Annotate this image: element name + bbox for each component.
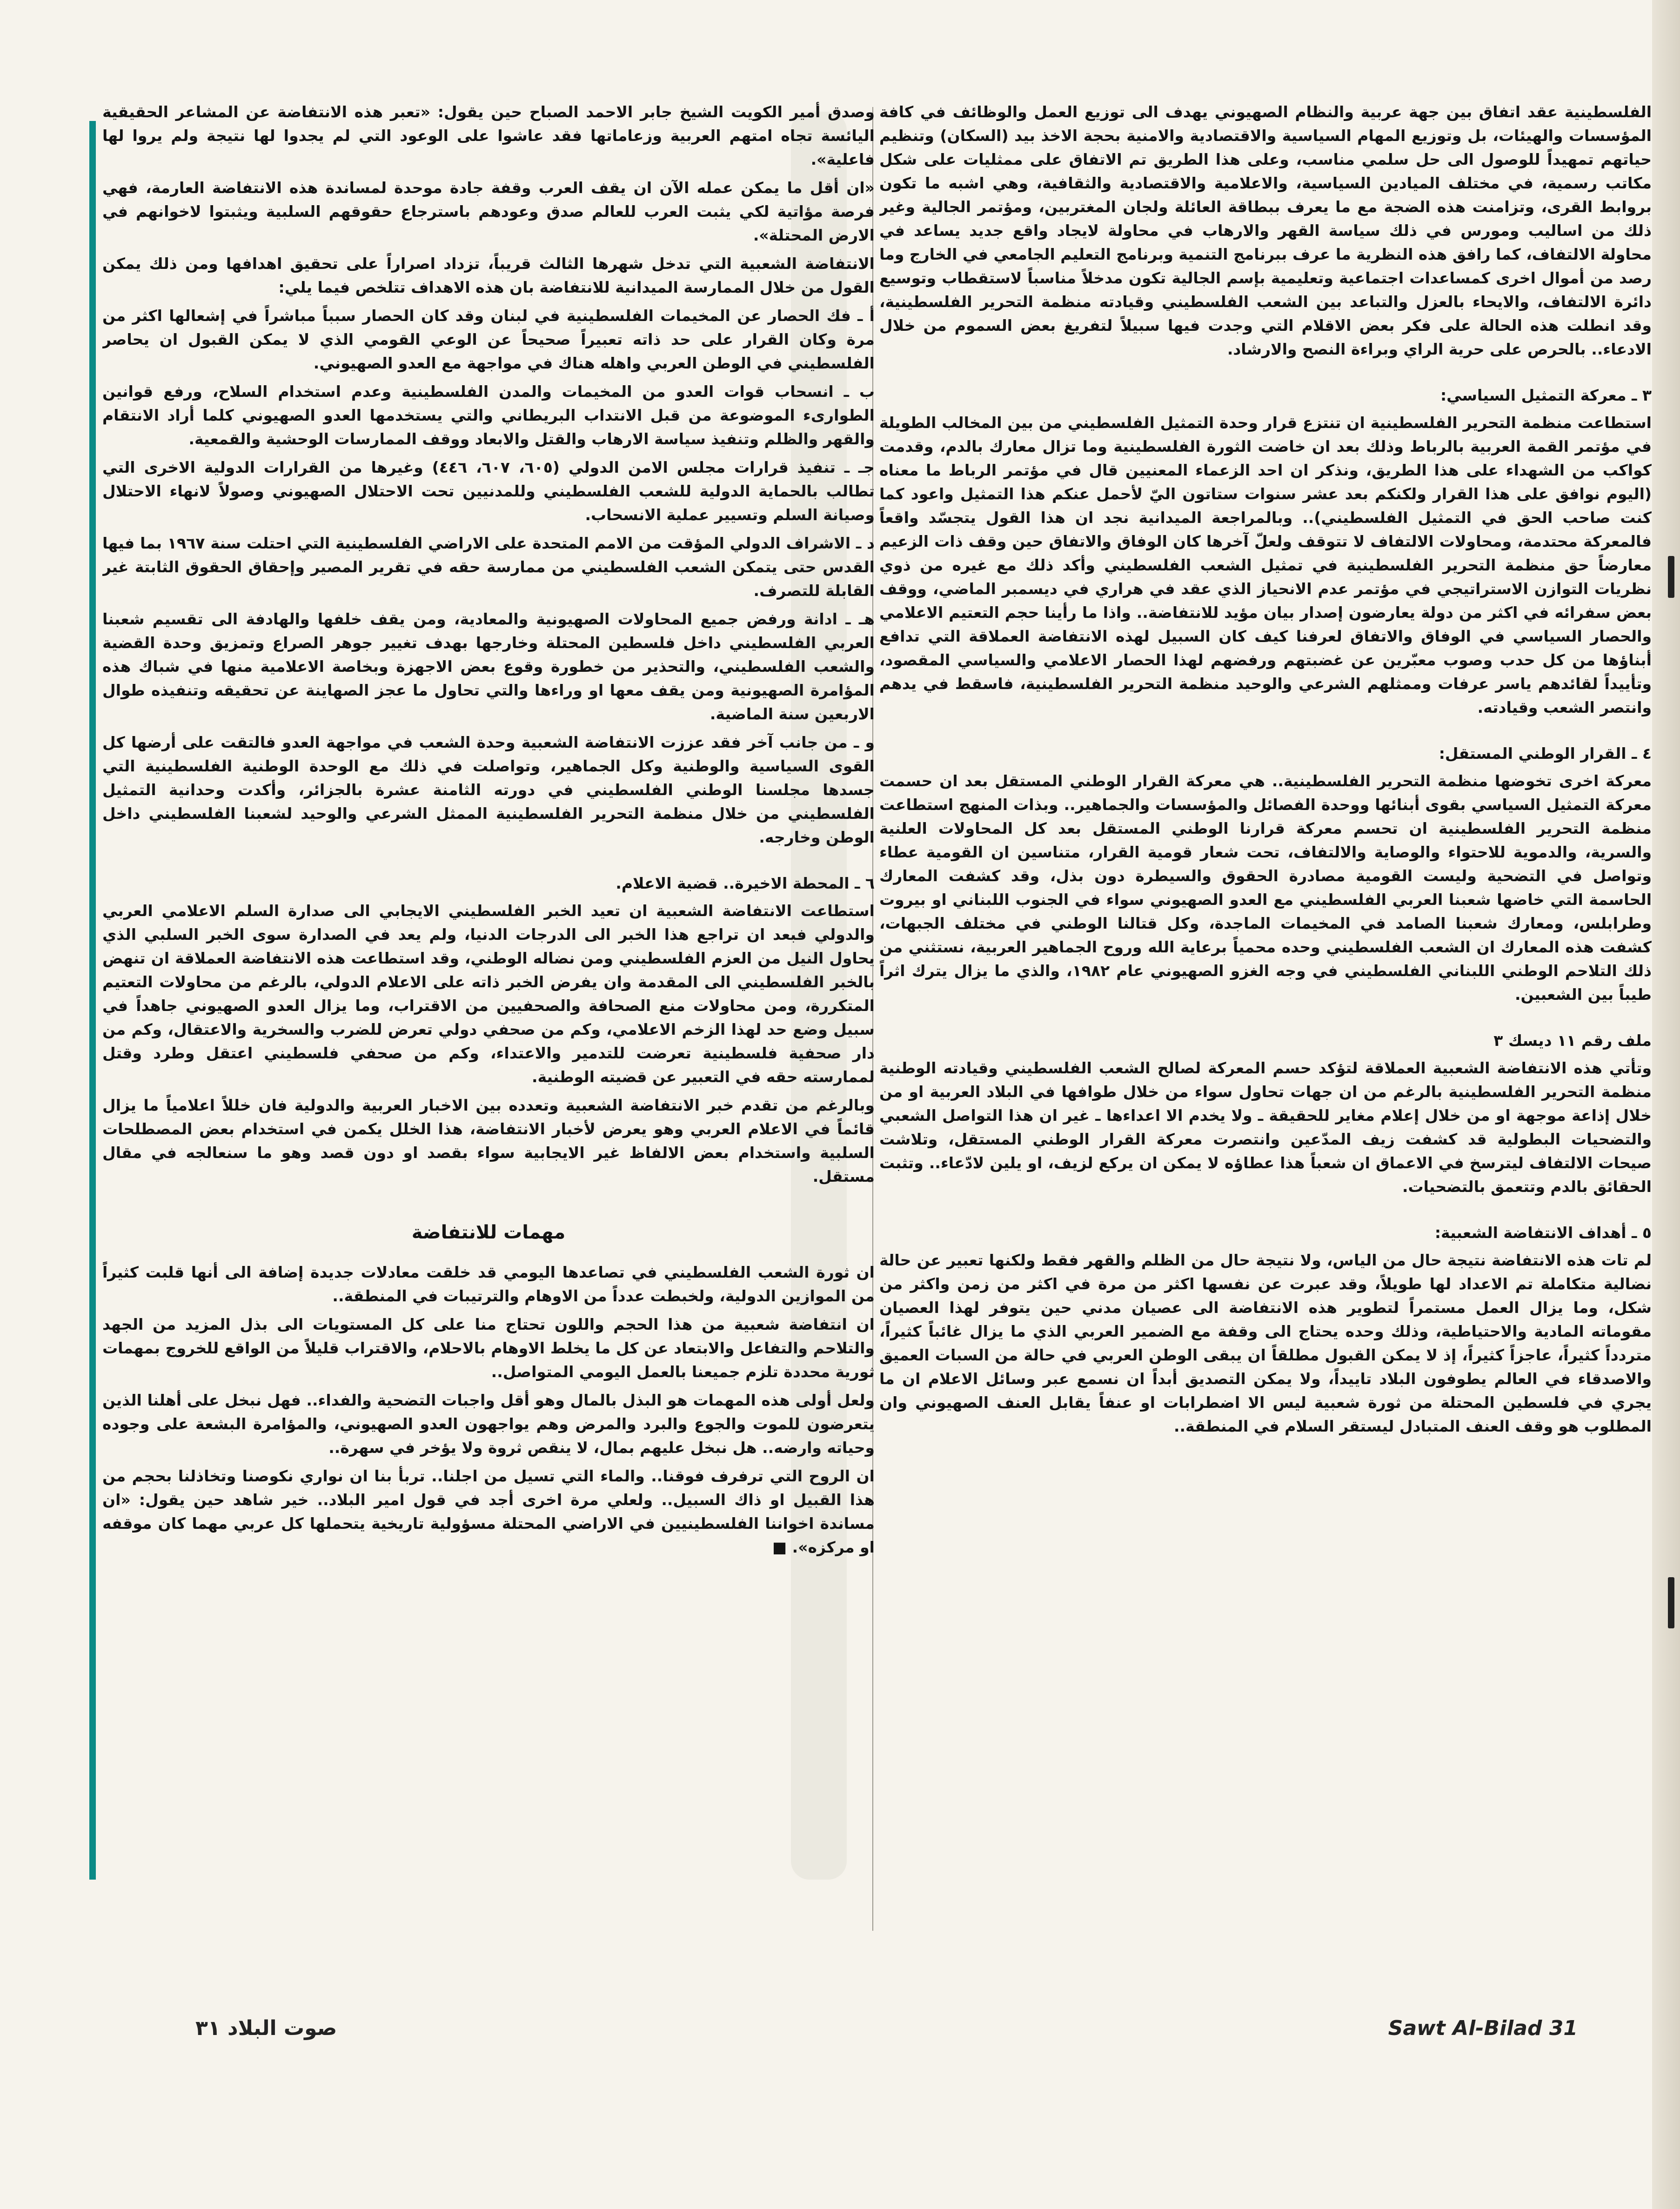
section-heading: ٦ ـ المحطة الاخيرة.. قضية الاعلام. (616, 874, 875, 892)
paragraph: معركة اخرى تخوضها منظمة التحرير الفلسطينية.. هي معركة القرار الوطني المستقل بعد ان حسمت معركة التمثيل السياسي بقوى أبنائها ووحدة الفصائل والمؤسسات والجماهير.. وبذات المنهج استطاعت منظمة التحرير الفلسطينية ان تحسم معركة قرارنا الوطني المستقل بعد كل المحاولات العلنية والسرية، والدموية للاحتواء والوصاية والالتفاف، تحت شعار قومية القرار، متناسين ان القومية عطاء وتواصل في التضحية وليست القومية مصادرة الحقوق والسيطرة دون بذل، وقد كشفت المعارك الحاسمة التي خاضها شعبنا العربي الفلسطيني مع العدو الصهيوني سواء في الجنوب اللبناني او بيروت وطرابلس، ومعارك شعبنا الصامد في المخيمات الماجدة، وكل قتالنا الوطني في مختلف الجبهات، كشفت هذه المعارك ان الشعب الفلسطيني وحده محمياً برعاية الله وروح الجماهير العربية، نستثني من ذلك التلاحم الوطني اللبناني الفلسطيني في وجه الغزو الصهيوني عام ١٩٨٢، والذي ما يزال يترك اثراً طيباً بين الشعبين. (879, 772, 1652, 1004)
paragraph: استطاعت منظمة التحرير الفلسطينية ان تنتزع قرار وحدة التمثيل الفلسطيني من بين المخالب الطويلة في مؤتمر القمة العربية بالرباط وذلك بعد ان خاضت الثورة الفلسطينية وما تزال معارك بالدم، وقدمت كواكب من الشهداء على هذا الطريق، ونذكر ان احد الزعماء المعنيين قال في مؤتمر الرباط ما معناه (اليوم نوافق على هذا القرار ولكنكم بعد عشر سنوات ستاتون اليّ لأحمل عنكم هذا التمثيل واعود كما كنت صاحب الحق في التمثيل الفلسطيني).. وبالمراجعة الميدانية نجد ان هذا القول يتجسّد واقعاً فالمعركة محتدمة، ومحاولات الالتفاف لا تتوقف ولعلّ آخرها كان الوفاق والاتفاق حين وقف ذات الزعيم معارضاً حق منظمة التحرير الفلسطينية في تمثيل الشعب الفلسطيني وأكد ذلك مع غيره من ذوي نظريات التوازن الاستراتيجي في مؤتمر عدم الانحياز الذي عقد في هراري في ديسمبر الماضي، ووقف بعض سفرائه في اكثر من دولة يعارضون إصدار بيان مؤيد للانتفاضة.. واذا ما رأينا حجم التعتيم الاعلامي والحصار السياسي في الوفاق والاتفاق لعرفنا كيف كان السبيل لهذه الانتفاضة العملاقة التي تدافع أبناؤها من كل حدب وصوب معبّرين عن غضبتهم ورفضهم لهذا الحصار الاعلامي والسياسي المقصود، وتأييداً لقائدهم ياسر عرفات وممثلهم الشرعي والوحيد منظمة التحرير الفلسطينية، فاسقط في يدهم وانتصر الشعب وقيادته. (879, 414, 1652, 716)
paragraph: وبالرغم من تقدم خبر الانتفاضة الشعبية وتعدده بين الاخبار العربية والدولية فان خللاً اعلامياً ما يزال قائماً في الاعلام العربي وهو يعرض لأخبار الانتفاضة، هذا الخلل يكمن في استخدام بعض المصطلحات السلبية واستخدام بعض الالفاظ غير الايجابية سواء بقصد او دون قصد وهو ما سنعالجه في مقال مستقل. (102, 1096, 875, 1185)
paragraph: ب ـ انسحاب قوات العدو من المخيمات والمدن الفلسطينية وعدم استخدام السلاح، ورفع قوانين الطوارىء الموضوعة من قبل الانتداب البريطاني والتي يستخدمها العدو الصهيوني كلما أراد الانتقام والقهر والظلم وتنفيذ سياسة الارهاب والقتل والابعاد ووقف الممارسات الوحشية والقمعية. (102, 382, 875, 448)
paragraph: ان ثورة الشعب الفلسطيني في تصاعدها اليومي قد خلقت معادلات جديدة إضافة الى أنها قلبت كثيراً من الموازين الدولية، ولخبطت عدداً من الاوهام والترتيبات في المنطقة.. (102, 1263, 875, 1305)
binding-mark (1668, 556, 1674, 598)
paragraph: ان الروح التي ترفرف فوقنا.. والماء التي تسيل من اجلنا.. تربأ بنا ان نواري نكوصنا وتخاذلنا بحجم من هذا القبيل او ذاك السبيل.. ولعلي مرة اخرى أجد في قول امير البلاد.. خير شاهد حين يقول: «ان مساندة اخواننا الفلسطينيين في الاراضي المحتلة مسؤولية تاريخية يتحملها كل عربي مهما كان موقفه او مركزه». ■ (102, 1467, 875, 1556)
paragraph: جـ ـ تنفيذ قرارات مجلس الامن الدولي (٦٠٥، ٦٠٧، ٤٤٦) وغيرها من القرارات الدولية الاخرى التي تطالب بالحماية الدولية للشعب الفلسطيني وللمدنيين تحت الاحتلال الصهيوني وصولاً لانهاء الاحتلال وصيانة السلم وتسيير عملية الانسحاب. (102, 458, 875, 524)
page-edge (1652, 0, 1680, 2209)
paragraph: ولعل أولى هذه المهمات هو البذل بالمال وهو أقل واجبات التضحية والفداء.. فهل نبخل على أهلنا الذين يتعرضون للموت والجوع والبرد والمرض وهم يواجهون العدو الصهيوني، والمؤامرة البشعة على وجوده وحياته وارضه.. هل نبخل عليهم بمال، لا ينقص ثروة ولا يؤخر في سهرة.. (102, 1391, 875, 1457)
left-column (102, 100, 875, 1938)
right-column (879, 100, 1652, 1938)
paragraph: هـ ـ ادانة ورفض جميع المحاولات الصهيونية والمعادية، ومن يقف خلفها والهادفة الى تقسيم شعبنا العربي الفلسطيني داخل فلسطين المحتلة وخارجها بهدف تغيير جوهر الصراع وتمزيق وحدة القضية والشعب الفلسطيني، والتحذير من خطورة وقوع بعض الاجهزة وبخاصة الاعلامية منها في شباك هذه المؤامرة الصهيونية ومن يقف معها او وراءها والتي تحاول ما عجز الصهاينة عن تحقيقه وتنفيذه طوال الاربعين سنة الماضية. (102, 610, 875, 723)
paragraph: الانتفاضة الشعبية التي تدخل شهرها الثالث قريباً، تزداد اصراراً على تحقيق اهدافها ومن ذلك يمكن القول من خلال الممارسة الميدانية للانتفاضة بان هذه الاهداف تتلخص فيما يلي: (102, 254, 875, 296)
footer-page-label-arabic: صوت البلاد ٣١ (195, 2016, 337, 2040)
paragraph: «ان أقل ما يمكن عمله الآن ان يقف العرب وقفة جادة موحدة لمساندة هذه الانتفاضة العارمة، فهي فرصة مؤاتية لكي يثبت العرب للعالم صدق وعودهم باسترجاع حقوقهم السلبية ويثبتوا لاخوانهم في الارض المحتلة». (102, 179, 875, 244)
accent-bar (89, 121, 96, 1880)
paragraph: ان انتفاضة شعبية من هذا الحجم واللون تحتاج منا على كل المستويات الى بذل المزيد من الجهد والتلاحم والتفاعل والابتعاد عن كل ما يخلط الاوهام بالاحلام، والاقتراب قليلاً من الواقع للخروج بمهمات ثورية محددة تلزم جميعنا بالعمل اليومي المتواصل.. (102, 1315, 875, 1381)
paragraph: وصدق أمير الكويت الشيخ جابر الاحمد الصباح حين يقول: «تعبر هذه الانتفاضة عن المشاعر الحقيقية اليائسة تجاه امتهم العربية وزعاماتها فقد عاشوا على الوعود التي لم يجدوا لها نتيجة ولم يروا لها فاعلية». (102, 103, 875, 168)
paragraph: أ ـ فك الحصار عن المخيمات الفلسطينية في لبنان وقد كان الحصار سبباً مباشراً في إشعالها اكثر من مرة وكان القرار على حد ذاته تعبيراً صحيحاً عن الوعي القومي الذي لا يمكن القبول ان يحاصر الفلسطيني في الوطن العربي واهله هناك في مواجهة مع العدو الصهيوني. (102, 307, 875, 372)
paragraph: د ـ الاشراف الدولي المؤقت من الامم المتحدة على الاراضي الفلسطينية التي احتلت سنة ١٩٦٧ بما فيها القدس حتى يتمكن الشعب الفلسطيني من ممارسة حقه في تقرير المصير وإحقاق الحقوق الثابتة غير القابلة للتصرف. (102, 534, 875, 600)
paragraph: و ـ من جانب آخر فقد عززت الانتفاضة الشعبية وحدة الشعب في مواجهة العدو فالتقت على أرضها كل القوى السياسية والوطنية وكل الجماهير، وتواصلت في ذلك مع الوحدة الوطنية الفلسطينية التي جسدها مجلسنا الوطني الفلسطيني في دورته الثامنة عشرة بالجزائر، وأكدت وحدانية التمثيل الفلسطيني من خلال منظمة التحرير الفلسطينية الممثل الشرعي والوحيد لشعبنا الفلسطيني داخل الوطن وخارجه. (102, 733, 875, 846)
binding-mark (1668, 1577, 1674, 1628)
section-heading: ٣ ـ معركة التمثيل السياسي: (1440, 386, 1652, 404)
paragraph: الفلسطينية عقد اتفاق بين جهة عربية والنظام الصهيوني يهدف الى توزيع العمل والوظائف في كافة المؤسسات والهيئات، بل وتوزيع المهام السياسية والاقتصادية والامنية بحجة الاخذ بيد (السكان) وتنظيم حياتهم تمهيداً للوصول الى حل سلمي مناسب، وعلى هذا الطريق تم الاتفاق على ممثليات على شكل مكاتب رسمية، في مختلف الميادين السياسية، والاعلامية والاقتصادية والثقافية، وهي اشبه ما تكون بروابط القرى، وتزامنت هذه الضجة مع ما يعرف ببطاقة العائلة ولجان المغتربين، ومؤتمر الجالية وغير ذلك من اساليب ومورس في ذلك سياسة القهر والارهاب في محاولة لايجاد واقع جديد يساعد في محاولة الالتفاف، كما رافق هذه النظرية ما عرف ببرنامج التنمية وبرنامج التعليم الجامعي في الخارج وما رصد من أموال اخرى كمساعدات اجتماعية وتعليمية بإسم الجالية تكون مدخلاً مناسباً لاستقطاب وتوسيع دائرة الالتفاف، والايحاء بالعزل والتباعد بين الشعب الفلسطيني وقيادته منظمة التحرير الفلسطينية، وقد انطلت هذه الحالة على فكر بعض الاقلام التي وجدت فيها سبيلاً لتفريغ بعض السموم من خلال الادعاء.. بالحرص على حرية الراي وبراءة النصح والارشاد. (879, 103, 1652, 358)
footer-page-label-latin: Sawt Al-Bilad 31 (1388, 2016, 1578, 2040)
paragraph: لم تات هذه الانتفاضة نتيجة حال من الياس، ولا نتيجة حال من الظلم والقهر فقط ولكنها تعبير عن حالة نضالية متكاملة تم الاعداد لها طويلاً، وقد عبرت عن نفسها اكثر من مرة في اكثر من زمن واكثر من شكل، وما يزال العمل مستمراً لتطوير هذه الانتفاضة الى عصيان مدني حين يتوفر لهذا العصيان مقوماته المادية والاحتياطية، وذلك وحده يحتاج الى وقفة مع الضمير العربي الذي ما يزال غائباً كثيراً، متردداً كثيراً، عاجزاً كثيراً، إذ لا يمكن القبول مطلقاً ان يبقى الوطن العربي في حالة من السبات العميق والاصدقاء في العالم يطوفون البلاد تاييداً، ولا يمكن التصديق أبداً ان نسمع عبر وسائل الاعلام ان ما يجري في فلسطين المحتلة من ثورة شعبية ليس الا اضطرابات او عنفاً يقابل العنف الصهيوني وان المطلوب هو وقف العنف المتبادل ليستقر السلام في المنطقة.. (879, 1251, 1652, 1435)
paragraph: وتأتي هذه الانتفاضة الشعبية العملاقة لتؤكد حسم المعركة لصالح الشعب الفلسطيني وقيادته الوطنية منظمة التحرير الفلسطينية بالرغم من ان جهات تحاول سواء من خلال طوافها في البلاد العربية او من خلال إذاعة موجهة او من خلال إعلام مغاير للحقيقة ـ ولا يخدم الا اعداءها ـ غير ان هذا التواصل الشعبي والتضحيات البطولية قد كشفت زيف المدّعين وانتصرت معركة القرار الوطني المستقل، وتلاشت صيحات الالتفاف ليترسخ في الاعماق ان شعباً هذا عطاؤه لا يمكن ان يركع لزيف، او يلين لادّعاء.. وتثبت الحقائق بالدم وتتعمق بالتضحيات. (879, 1059, 1652, 1196)
article-subheading: مهمات للانتفاضة (411, 1222, 566, 1243)
paragraph: استطاعت الانتفاضة الشعبية ان تعيد الخبر الفلسطيني الايجابي الى صدارة السلم الاعلامي العربي والدولي فبعد ان تراجع هذا الخبر الى الدرجات الدنيا، ولم يعد في الصدارة سوى الخبر السلبي الذي يحاول النيل من العزم الفلسطيني ومن نضاله الوطني، وقد استطاعت هذه الانتفاضة العملاقة ان تنهض بالخبر الفلسطيني الى المقدمة وان يفرض الخبر ذاته على الاعلام الدولي، بالرغم من محاولات التعتيم المتكررة، ومن محاولات منع الصحافة والصحفيين من الاقتراب، وما يزال العدو الصهيوني جاهداً في سبيل وضع حد لهذا الزخم الاعلامي، وكم من صحفي دولي تعرض للضرب والسخرية والاعتقال، وكم من دار صحفية فلسطينية تعرضت للتدمير والاعتداء، وكم من صحفي فلسطيني اعتقل وطرد وقتل لممارسته حقه في التعبير عن قضيته الوطنية. (102, 902, 875, 1086)
section-heading: ٥ ـ أهداف الانتفاضة الشعبية: (1434, 1224, 1652, 1242)
section-heading: ٤ ـ القرار الوطني المستقل: (1439, 744, 1652, 763)
file-heading: ملف رقم ١١ ديسك ٣ (1493, 1031, 1652, 1050)
